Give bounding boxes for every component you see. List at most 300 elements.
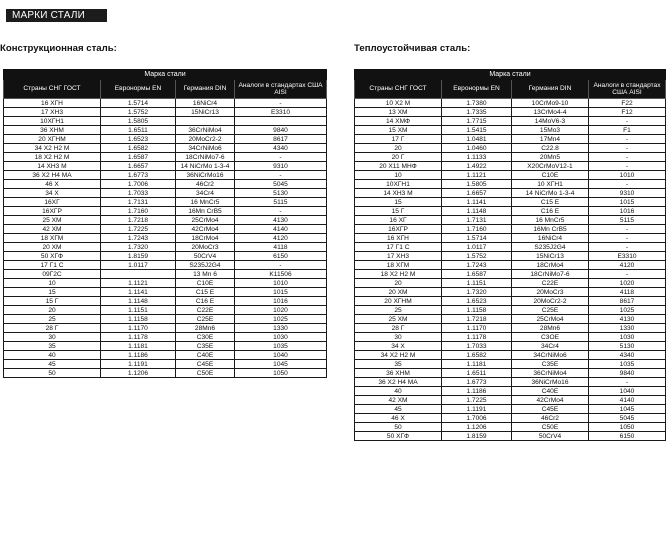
table-row <box>4 369 327 378</box>
aisi-cell: 1010 <box>589 171 666 180</box>
en-cell: 1.5714 <box>442 234 512 243</box>
en-cell: 1.7320 <box>442 288 512 297</box>
gost-cell: 09Г2С <box>4 270 101 279</box>
aisi-cell: - <box>235 153 327 162</box>
en-cell: 1.5752 <box>101 108 176 117</box>
en-cell: 1.5415 <box>442 126 512 135</box>
aisi-cell: 5130 <box>589 342 666 351</box>
aisi-cell: 1040 <box>589 387 666 396</box>
din-cell: 34CrNiMo6 <box>176 144 235 153</box>
column-header-aisi: Аналоги в стандартах США AISI <box>235 80 327 99</box>
table-row <box>355 216 666 225</box>
din-cell: 28Mn6 <box>176 324 235 333</box>
table-row <box>4 270 327 279</box>
table-row <box>4 288 327 297</box>
grade-group-header: Марка стали <box>355 70 666 80</box>
page-title: МАРКИ СТАЛИ <box>6 9 107 22</box>
gost-cell: 15 <box>355 198 442 207</box>
aisi-cell: 1030 <box>235 333 327 342</box>
gost-cell: 16 ХГН <box>4 99 101 108</box>
din-cell: C10E <box>512 171 589 180</box>
en-cell: 1.7033 <box>442 342 512 351</box>
gost-cell: 20 ХГНМ <box>4 135 101 144</box>
en-cell: 1.7225 <box>101 225 176 234</box>
aisi-cell: 4130 <box>235 216 327 225</box>
aisi-cell: 6150 <box>235 252 327 261</box>
table-row <box>4 117 327 126</box>
aisi-cell: - <box>235 171 327 180</box>
en-cell: 1.1181 <box>101 342 176 351</box>
gost-cell: 20 Г <box>355 153 442 162</box>
table-row <box>355 351 666 360</box>
table-row <box>4 297 327 306</box>
en-cell: 1.1121 <box>442 171 512 180</box>
aisi-cell: - <box>235 99 327 108</box>
gost-cell: 17 Г <box>355 135 442 144</box>
en-cell: 1.7006 <box>442 414 512 423</box>
din-cell: 36NiCrMo16 <box>512 378 589 387</box>
aisi-cell: - <box>589 378 666 387</box>
gost-cell: 17 ХН3 <box>4 108 101 117</box>
table-row <box>4 171 327 180</box>
en-cell: 1.1121 <box>101 279 176 288</box>
table-row <box>355 288 666 297</box>
aisi-cell: 1045 <box>589 405 666 414</box>
din-cell: 46Cr2 <box>176 180 235 189</box>
aisi-cell: 4140 <box>235 225 327 234</box>
table-row <box>355 333 666 342</box>
gost-cell: 17 ХН3 <box>355 252 442 261</box>
table-row <box>355 108 666 117</box>
gost-cell: 30 <box>355 333 442 342</box>
en-cell: 1.1158 <box>442 306 512 315</box>
gost-cell: 34 Х <box>355 342 442 351</box>
en-cell: 1.1151 <box>101 306 176 315</box>
din-cell: 36NiCrMo16 <box>176 171 235 180</box>
table-row <box>355 189 666 198</box>
din-cell: 42CrMo4 <box>176 225 235 234</box>
gost-cell: 15 <box>4 288 101 297</box>
gost-cell: 18 ХГМ <box>4 234 101 243</box>
gost-cell: 36 ХНМ <box>355 369 442 378</box>
din-cell: 15NiCr13 <box>176 108 235 117</box>
gost-cell: 16 ХГ <box>355 216 442 225</box>
din-cell: 18CrNiMo7-6 <box>512 270 589 279</box>
table-row <box>4 162 327 171</box>
gost-cell: 25 <box>355 306 442 315</box>
din-cell: 36CrNiMo4 <box>176 126 235 135</box>
aisi-cell: - <box>589 135 666 144</box>
din-cell: 13CrMo4-4 <box>512 108 589 117</box>
en-cell: 1.7033 <box>101 189 176 198</box>
aisi-cell: 9310 <box>589 189 666 198</box>
table-row <box>4 189 327 198</box>
table-row <box>355 378 666 387</box>
aisi-cell: 1045 <box>235 360 327 369</box>
gost-cell: 34 Х2 Н2 М <box>4 144 101 153</box>
gost-cell: 20 <box>4 306 101 315</box>
gost-cell: 25 ХМ <box>355 315 442 324</box>
en-cell: 1.7225 <box>442 396 512 405</box>
aisi-cell: - <box>589 225 666 234</box>
din-cell: 16 MnCr5 <box>512 216 589 225</box>
aisi-cell: K11506 <box>235 270 327 279</box>
table-row <box>355 315 666 324</box>
aisi-cell: F22 <box>589 99 666 108</box>
din-cell: C50E <box>512 423 589 432</box>
gost-cell: 42 ХМ <box>355 396 442 405</box>
aisi-cell: 1330 <box>235 324 327 333</box>
din-cell: 14 NiCrMo 1-3-4 <box>512 189 589 198</box>
table-row <box>4 99 327 108</box>
table-row <box>355 252 666 261</box>
en-cell: 1.7243 <box>442 261 512 270</box>
din-cell: 20MoCr3 <box>176 243 235 252</box>
table-row <box>355 306 666 315</box>
column-header-gost: Страны СНГ ГОСТ <box>4 80 101 99</box>
en-cell: 1.6773 <box>101 171 176 180</box>
din-cell: C16 E <box>512 207 589 216</box>
en-cell: 1.1206 <box>442 423 512 432</box>
en-cell: 1.1170 <box>442 324 512 333</box>
din-cell <box>176 117 235 126</box>
table-row <box>4 144 327 153</box>
table-row <box>4 306 327 315</box>
table-row <box>355 423 666 432</box>
heat-resistant-steel-table <box>354 69 666 441</box>
din-cell: 28Mn6 <box>512 324 589 333</box>
en-cell: 1.0481 <box>442 135 512 144</box>
en-cell <box>101 270 176 279</box>
en-cell: 1.1186 <box>101 351 176 360</box>
en-cell: 1.8159 <box>442 432 512 441</box>
din-cell: 16 MnCr5 <box>176 198 235 207</box>
aisi-cell: - <box>589 153 666 162</box>
aisi-cell: 1020 <box>235 306 327 315</box>
din-cell: 25CrMo4 <box>512 315 589 324</box>
table-row <box>4 216 327 225</box>
gost-cell: 20 <box>355 279 442 288</box>
gost-cell: 18 Х2 Н2 М <box>355 270 442 279</box>
din-cell: S235J2G4 <box>512 243 589 252</box>
table-row <box>4 135 327 144</box>
en-cell: 1.1141 <box>442 198 512 207</box>
column-header-gost: Страны СНГ ГОСТ <box>355 80 442 99</box>
table-row <box>355 171 666 180</box>
en-cell: 1.7160 <box>101 207 176 216</box>
en-cell: 1.1133 <box>442 153 512 162</box>
en-cell: 1.8159 <box>101 252 176 261</box>
en-cell: 1.5805 <box>101 117 176 126</box>
din-cell: X20CrMoV12-1 <box>512 162 589 171</box>
din-cell: 18CrMo4 <box>176 234 235 243</box>
aisi-cell: 1015 <box>235 288 327 297</box>
aisi-cell: 1050 <box>235 369 327 378</box>
en-cell: 1.7715 <box>442 117 512 126</box>
aisi-cell: 1015 <box>589 198 666 207</box>
gost-cell: 17 Г1 С <box>355 243 442 252</box>
en-cell: 1.5805 <box>442 180 512 189</box>
gost-cell: 17 Г1 С <box>4 261 101 270</box>
aisi-cell: - <box>589 180 666 189</box>
aisi-cell: - <box>589 270 666 279</box>
gost-cell: 15 Г <box>355 207 442 216</box>
heat-resistant-steel-heading: Теплоустойчивая сталь: <box>354 43 471 54</box>
gost-cell: 50 <box>4 369 101 378</box>
en-cell: 1.1206 <box>101 369 176 378</box>
din-cell: 20MoCr3 <box>512 288 589 297</box>
en-cell: 1.1141 <box>101 288 176 297</box>
gost-cell: 14 ХН3 М <box>355 189 442 198</box>
gost-cell: 15 Г <box>4 297 101 306</box>
table-row <box>355 99 666 108</box>
aisi-cell: E3310 <box>235 108 327 117</box>
en-cell: 1.1148 <box>442 207 512 216</box>
gost-cell: 20 ХМ <box>355 288 442 297</box>
din-cell: 42CrMo4 <box>512 396 589 405</box>
table-row <box>4 360 327 369</box>
gost-cell: 10 <box>4 279 101 288</box>
aisi-cell: 1040 <box>235 351 327 360</box>
en-cell: 1.0117 <box>442 243 512 252</box>
gost-cell: 35 <box>355 360 442 369</box>
table-row <box>355 360 666 369</box>
table-row <box>4 315 327 324</box>
column-header-din: Германия DIN <box>512 80 589 99</box>
din-cell: 18CrMo4 <box>512 261 589 270</box>
din-cell: C22E <box>512 279 589 288</box>
gost-cell: 18 ХГМ <box>355 261 442 270</box>
aisi-cell: 6150 <box>589 432 666 441</box>
gost-cell: 28 Г <box>4 324 101 333</box>
table-row <box>4 108 327 117</box>
gost-cell: 10 <box>355 171 442 180</box>
din-cell: 10CrMo9-10 <box>512 99 589 108</box>
en-cell: 1.1191 <box>101 360 176 369</box>
din-cell: 20MoCr2-2 <box>176 135 235 144</box>
table-row <box>4 207 327 216</box>
din-cell: 14MoV6-3 <box>512 117 589 126</box>
table-row <box>355 243 666 252</box>
din-cell: 10 ХГН1 <box>512 180 589 189</box>
aisi-cell: 4340 <box>589 351 666 360</box>
din-cell: C25E <box>176 315 235 324</box>
aisi-cell: 1330 <box>589 324 666 333</box>
din-cell: 36CrNiMo4 <box>512 369 589 378</box>
aisi-cell: 5115 <box>235 198 327 207</box>
aisi-cell: - <box>589 117 666 126</box>
table-row <box>355 234 666 243</box>
aisi-cell: E3310 <box>589 252 666 261</box>
gost-cell: 42 ХМ <box>4 225 101 234</box>
din-cell: 34Cr4 <box>512 342 589 351</box>
gost-cell: 45 <box>355 405 442 414</box>
en-cell: 1.6587 <box>101 153 176 162</box>
gost-cell: 14 ХН3 М <box>4 162 101 171</box>
en-cell: 1.1151 <box>442 279 512 288</box>
aisi-cell: 1020 <box>589 279 666 288</box>
gost-cell: 36 Х2 Н4 МА <box>355 378 442 387</box>
aisi-cell: - <box>589 243 666 252</box>
table-row <box>355 261 666 270</box>
aisi-cell: 5045 <box>589 414 666 423</box>
table-row <box>4 279 327 288</box>
gost-cell: 30 <box>4 333 101 342</box>
gost-cell: 13 ХМ <box>355 108 442 117</box>
en-cell: 1.6773 <box>442 378 512 387</box>
din-cell: C16 E <box>176 297 235 306</box>
din-cell: C50E <box>176 369 235 378</box>
din-cell: C40E <box>176 351 235 360</box>
table-row <box>355 198 666 207</box>
aisi-cell: - <box>589 144 666 153</box>
aisi-cell: 4130 <box>589 315 666 324</box>
gost-cell: 40 <box>4 351 101 360</box>
gost-cell: 50 ХГФ <box>4 252 101 261</box>
aisi-cell: 4118 <box>589 288 666 297</box>
aisi-cell: 4140 <box>589 396 666 405</box>
din-cell: C22E <box>176 306 235 315</box>
table-row <box>355 117 666 126</box>
table-row <box>355 225 666 234</box>
din-cell: 46Cr2 <box>512 414 589 423</box>
table-row <box>4 342 327 351</box>
column-header-en: Евронормы EN <box>442 80 512 99</box>
aisi-cell: - <box>589 162 666 171</box>
aisi-cell: 9840 <box>589 369 666 378</box>
table-row <box>355 153 666 162</box>
gost-cell: 20 Х11 МНФ <box>355 162 442 171</box>
gost-cell: 15 ХМ <box>355 126 442 135</box>
table-row <box>355 279 666 288</box>
en-cell: 1.6657 <box>101 162 176 171</box>
aisi-cell: 1016 <box>589 207 666 216</box>
table-row <box>355 126 666 135</box>
aisi-cell: 9840 <box>235 126 327 135</box>
en-cell: 1.7131 <box>442 216 512 225</box>
gost-cell: 10 Х2 М <box>355 99 442 108</box>
en-cell: 1.6523 <box>101 135 176 144</box>
structural-steel-heading: Конструкционная сталь: <box>0 43 117 54</box>
aisi-cell: - <box>235 261 327 270</box>
en-cell: 1.7380 <box>442 99 512 108</box>
aisi-cell: 1050 <box>589 423 666 432</box>
gost-cell: 34 Х <box>4 189 101 198</box>
din-cell: 18CrNiMo7-6 <box>176 153 235 162</box>
aisi-cell: 1025 <box>589 306 666 315</box>
table-row <box>4 324 327 333</box>
en-cell: 1.6657 <box>442 189 512 198</box>
din-cell: C15 E <box>512 198 589 207</box>
table-row <box>355 162 666 171</box>
gost-cell: 45 <box>4 360 101 369</box>
gost-cell: 50 ХГФ <box>355 432 442 441</box>
din-cell: C10E <box>176 279 235 288</box>
en-cell: 1.6582 <box>442 351 512 360</box>
gost-cell: 10ХГН1 <box>4 117 101 126</box>
aisi-cell: 4118 <box>235 243 327 252</box>
din-cell: 16NiCr4 <box>176 99 235 108</box>
en-cell: 1.1170 <box>101 324 176 333</box>
en-cell: 1.4922 <box>442 162 512 171</box>
aisi-cell: 4340 <box>235 144 327 153</box>
din-cell: 20MoCr2-2 <box>512 297 589 306</box>
table-row <box>4 333 327 342</box>
aisi-cell <box>235 117 327 126</box>
en-cell: 1.7320 <box>101 243 176 252</box>
grade-group-header: Марка стали <box>4 70 327 80</box>
aisi-cell: 9310 <box>235 162 327 171</box>
din-cell: 20Mn5 <box>512 153 589 162</box>
table-row <box>355 207 666 216</box>
gost-cell: 16ХГР <box>4 207 101 216</box>
column-header-din: Германия DIN <box>176 80 235 99</box>
en-cell: 1.7218 <box>101 216 176 225</box>
en-cell: 1.1178 <box>442 333 512 342</box>
en-cell: 1.1186 <box>442 387 512 396</box>
table-row <box>4 225 327 234</box>
table-row <box>355 342 666 351</box>
table-row <box>355 324 666 333</box>
aisi-cell: F12 <box>589 108 666 117</box>
din-cell: 25CrMo4 <box>176 216 235 225</box>
table-row <box>4 153 327 162</box>
gost-cell: 36 Х2 Н4 МА <box>4 171 101 180</box>
aisi-cell: 4120 <box>589 261 666 270</box>
din-cell: 16NiCr4 <box>512 234 589 243</box>
din-cell: C3OE <box>512 333 589 342</box>
gost-cell: 20 ХГНМ <box>355 297 442 306</box>
table-row <box>4 243 327 252</box>
aisi-cell: 8617 <box>235 135 327 144</box>
en-cell: 1.7335 <box>442 108 512 117</box>
din-cell: 16Mn CrB5 <box>176 207 235 216</box>
table-row <box>355 144 666 153</box>
gost-cell: 16ХГР <box>355 225 442 234</box>
en-cell: 1.6582 <box>101 144 176 153</box>
en-cell: 1.7131 <box>101 198 176 207</box>
aisi-cell: - <box>235 207 327 216</box>
gost-cell: 40 <box>355 387 442 396</box>
gost-cell: 14 ХМФ <box>355 117 442 126</box>
aisi-cell: 1035 <box>589 360 666 369</box>
en-cell: 1.1148 <box>101 297 176 306</box>
column-header-aisi: Аналоги в стандартах США AISI <box>589 80 666 99</box>
gost-cell: 46 Х <box>4 180 101 189</box>
gost-cell: 50 <box>355 423 442 432</box>
gost-cell: 36 ХНМ <box>4 126 101 135</box>
table-row <box>4 180 327 189</box>
en-cell: 1.1158 <box>101 315 176 324</box>
table-row <box>355 387 666 396</box>
aisi-cell: 4120 <box>235 234 327 243</box>
en-cell: 1.7160 <box>442 225 512 234</box>
aisi-cell: 1035 <box>235 342 327 351</box>
en-cell: 1.6511 <box>101 126 176 135</box>
table-row <box>355 396 666 405</box>
gost-cell: 25 ХМ <box>4 216 101 225</box>
aisi-cell: 8617 <box>589 297 666 306</box>
table-row <box>4 198 327 207</box>
aisi-cell: 1010 <box>235 279 327 288</box>
aisi-cell: 5115 <box>589 216 666 225</box>
en-cell: 1.6511 <box>442 369 512 378</box>
en-cell: 1.7006 <box>101 180 176 189</box>
en-cell: 1.6587 <box>442 270 512 279</box>
gost-cell: 28 Г <box>355 324 442 333</box>
din-cell: C35E <box>512 360 589 369</box>
table-row <box>355 432 666 441</box>
